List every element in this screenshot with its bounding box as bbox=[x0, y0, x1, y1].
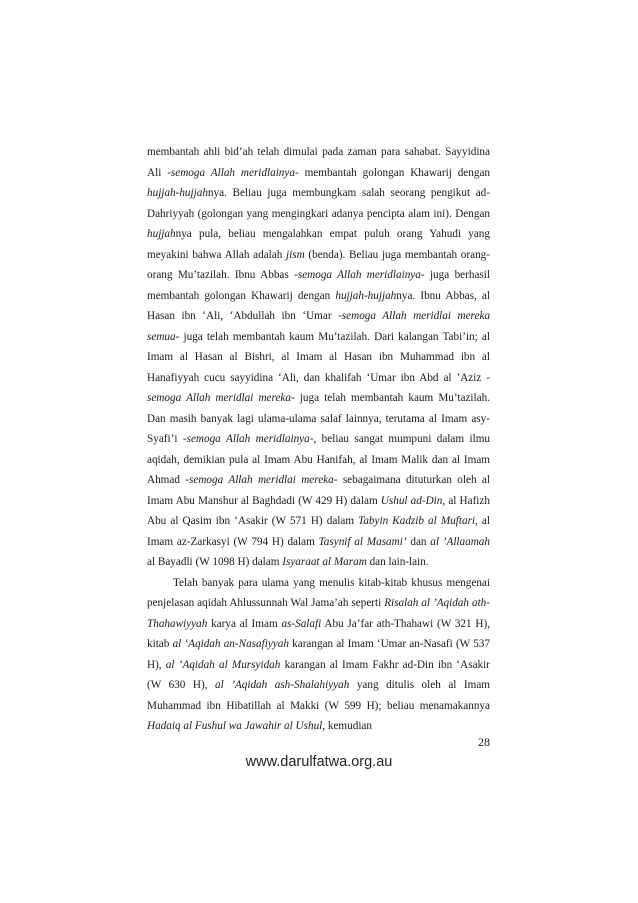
text-run: karangan al Imam ‘Umar an-Nasafi (W 537 H), bbox=[147, 638, 490, 671]
text-run: membantah golongan Khawarij dengan bbox=[298, 166, 491, 179]
footer-url[interactable]: www.darulfatwa.org.au bbox=[245, 754, 393, 770]
text-run: al Bayadli (W 1098 H) dalam bbox=[147, 556, 283, 568]
text-run: , kemudian bbox=[322, 720, 372, 732]
text-run: sebagaimana dituturkan oleh al Imam Abu Manshur al Baghdadi (W 429 H) dalam bbox=[147, 474, 490, 507]
italic-term: -semoga Allah meridlai mereka- bbox=[147, 371, 490, 404]
text-run: karangan al Imam Fakhr ad-Din ibn ‘Asakir (W 630 H), bbox=[147, 658, 490, 691]
italic-term: hujjah bbox=[147, 228, 176, 240]
italic-term: jism bbox=[286, 248, 305, 261]
italic-term: hujjah-hujjah bbox=[147, 187, 208, 199]
text-run: nya. Beliau juga membungkam salah seorang pengikut ad-Dahriyyah (golongan yang mengingkari adanya pencipta alam ini). Dengan bbox=[147, 187, 490, 220]
italic-term: -semoga Allah meridlai mereka semua- bbox=[147, 310, 491, 343]
text-run: juga berhasil membantah golongan Khawarij dengan bbox=[147, 269, 490, 302]
text-run: nya pula, beliau mengalahkan empat puluh orang Yahudi yang meyakini bahwa Allah adalah bbox=[147, 228, 490, 261]
text-run: nya. Ibnu Abbas, al Hasan ibn ‘Ali, ‘Abdullah ibn ‘Umar bbox=[147, 289, 490, 322]
text-run: , al Imam az-Zarkasyi (W 794 H) dalam bbox=[147, 515, 490, 548]
text-run: Telah banyak para ulama yang menulis kitab-kitab khusus mengenai penjelasan aqidah Ahlussunnah Wal Jama’ah seperti bbox=[147, 576, 490, 609]
italic-term: Hadaiq al Fushul wa Jawahir al Ushul bbox=[147, 720, 323, 732]
italic-term: -semoga Allah meridlainya- bbox=[294, 269, 425, 281]
text-run: Abu Ja’far ath-Thahawi (W 321 H), kitab bbox=[147, 617, 491, 650]
italic-term: al ‘Aqidah an-Nasafiyyah bbox=[172, 638, 289, 650]
italic-term: Risalah al ’Aqidah ath-Thahawiyyah bbox=[147, 597, 490, 630]
italic-term: Tabyin Kadzib al Muftari bbox=[358, 515, 476, 527]
text-run: dan lain-lain. bbox=[366, 556, 429, 568]
italic-term: -semoga Allah meridlainya- bbox=[182, 433, 314, 445]
italic-term: Tasynif al Masami’ bbox=[318, 535, 407, 548]
text-run: (benda). Beliau juga membantah orang-orang Mu’tazilah. Ibnu Abbas bbox=[147, 248, 490, 281]
italic-term: -semoga Allah meridlai mereka- bbox=[185, 474, 338, 486]
text-run: membantah ahli bid’ah telah dimulai pada zaman para sahabat. Sayyidina Ali bbox=[147, 146, 490, 179]
italic-term: hujjah-hujjah bbox=[335, 289, 397, 302]
italic-term: Ushul ad-Din bbox=[380, 494, 443, 507]
page-body bbox=[147, 142, 490, 737]
body-paragraph bbox=[147, 573, 490, 737]
text-run: , al Hafizh Abu al Qasim ibn ‘Asakir (W 571 H) dalam bbox=[147, 494, 490, 527]
text-run: yang ditulis oleh al Imam Muhammad ibn Hibatillah al Makki (W 599 H); beliau menamakannya bbox=[147, 679, 490, 712]
italic-term: al ‘Aqidah al Mursyidah bbox=[165, 658, 281, 671]
body-paragraph bbox=[147, 142, 490, 573]
italic-term: as-Salafi bbox=[281, 617, 322, 630]
italic-term: al ’Aqidah ash-Shalahiyyah bbox=[214, 679, 350, 691]
italic-term: -semoga Allah meridlainya- bbox=[167, 166, 299, 179]
text-run: karya al Imam bbox=[207, 617, 282, 630]
page-number: 28 bbox=[478, 735, 490, 749]
text-run: , beliau sangat mumpuni dalam ilmu aqidah, demikian pula al Imam Abu Hanifah, al Imam Malik dan al Imam Ahmad bbox=[147, 433, 490, 486]
text-run: juga telah membantah kaum Mu’tazilah. Dan masih banyak lagi ulama-ulama salaf lainnya, terutama al Imam asy-Syafi’i bbox=[147, 392, 490, 445]
italic-term: al ’Allaamah bbox=[430, 535, 490, 548]
text-run: juga telah membantah kaum Mu’tazilah. Dari kalangan Tabi’in; al Imam al Hasan al Bishri, al Imam al Hasan ibn Muhammad ibn al Hanafiyyah cucu sayyidina ‘Ali, dan khalifah ‘Umar ibn Abd al ’Aziz bbox=[147, 330, 490, 384]
text-run: dan bbox=[406, 535, 431, 548]
italic-term: Isyaraat al Maram bbox=[282, 556, 367, 568]
